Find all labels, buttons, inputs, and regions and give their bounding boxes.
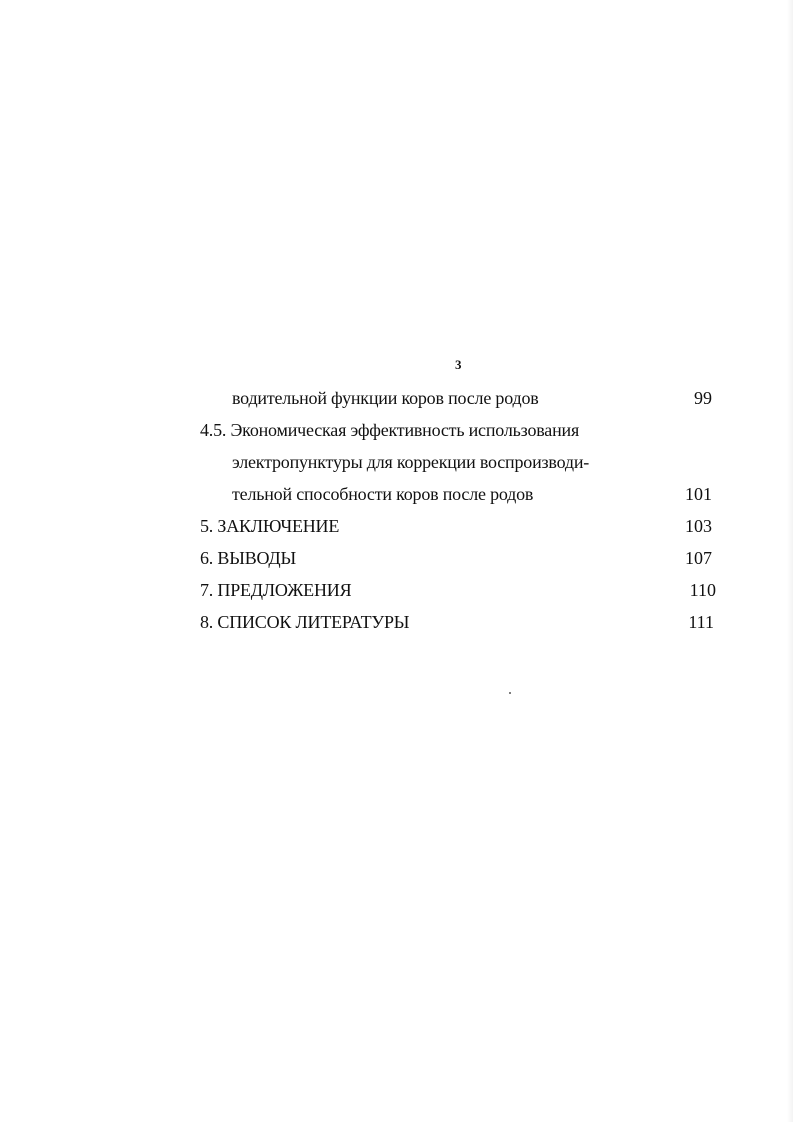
toc-entry-text: 6. ВЫВОДЫ xyxy=(200,548,296,568)
toc-entry-text: 4.5. Экономическая эффективность использования xyxy=(200,420,580,440)
toc-entry-page: 107 xyxy=(685,548,712,568)
toc-entry-page: 99 xyxy=(694,388,712,408)
toc-entry-text: 8. СПИСОК ЛИТЕРАТУРЫ xyxy=(200,612,410,632)
toc-entry-page: 111 xyxy=(688,612,714,632)
toc-entry-page: 103 xyxy=(685,516,712,536)
toc-entry-text: 5. ЗАКЛЮЧЕНИЕ xyxy=(200,516,340,536)
toc-entry-page: 101 xyxy=(685,484,712,504)
toc-entry-text: 7. ПРЕДЛОЖЕНИЯ xyxy=(200,580,352,600)
page-number: 3 xyxy=(455,357,462,372)
toc-entry-page: 110 xyxy=(689,580,716,600)
toc-entry-text: электропунктуры для коррекции воспроизводи- xyxy=(232,452,590,472)
toc-entry-text: тельной способности коров после родов xyxy=(232,484,534,504)
scan-speck xyxy=(509,692,511,694)
toc-entry-text: водительной функции коров после родов xyxy=(232,388,539,408)
